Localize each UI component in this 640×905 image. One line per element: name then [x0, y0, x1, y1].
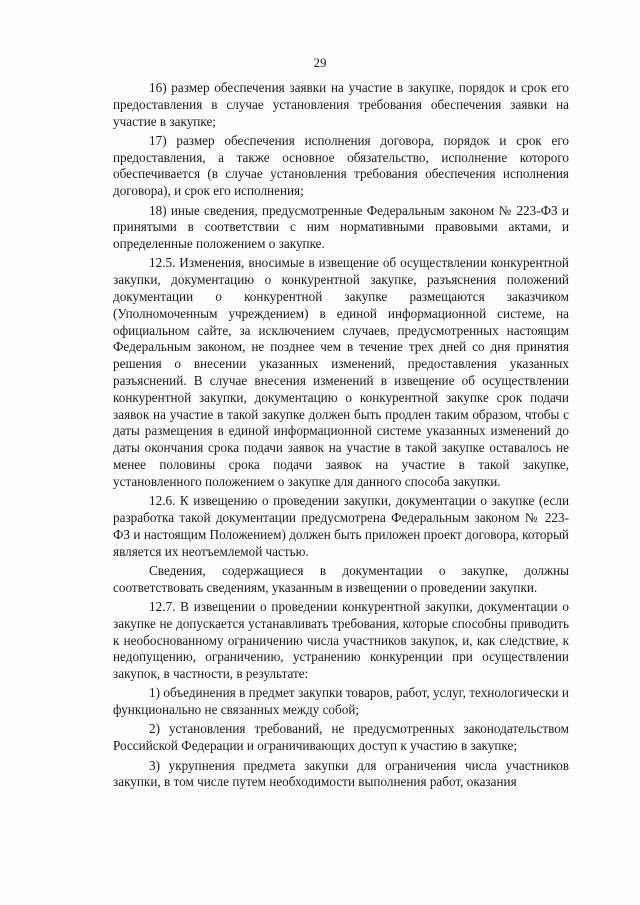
paragraph-item-2: 2) установления требований, не предусмотренных законодательством Российской Федерации и ограничивающих доступ к участию в закупке;	[113, 721, 569, 754]
paragraph-item-17: 17) размер обеспечения исполнения договора, порядок и срок его предоставления, а также основное обязательство, исполнение которого обеспечивается (в случае установления требования обеспечения исполнения договора), и срок его исполнения;	[113, 132, 569, 199]
paragraph-item-16: 16) размер обеспечения заявки на участие в закупке, порядок и срок его предоставления в случае установления требования обеспечения заявки на участие в закупке;	[113, 80, 569, 129]
document-body	[113, 80, 569, 794]
paragraph-item-3: 3) укрупнения предмета закупки для ограничения числа участников закупки, в том числе путем необходимости выполнения работ, оказания	[113, 757, 569, 790]
page-number: 29	[313, 55, 327, 70]
paragraph-section-12-7: 12.7. В извещении о проведении конкурентной закупки, документации о закупке не допускается устанавливать требования, которые способны приводить к необоснованному ограничению числа участников закупок, и, как следствие, к недопущению, ограничению, устранению конкуренции при осуществлении закупок, в частности, в результате:	[113, 598, 569, 682]
paragraph-section-12-5: 12.5. Изменения, вносимые в извещение об осуществлении конкурентной закупки, документацию о конкурентной закупке, разъяснения положений документации о конкурентной закупке размещаются заказчиком (Уполномоченным учреждением) в единой информационной системе, на официальном сайте, за исключением случаев, предусмотренных настоящим Федеральным законом, не позднее чем в течение трех дней со дня принятия решения о внесении указанных изменений, предоставления указанных разъяснений. В случае внесения изменений в извещение об осуществлении конкурентной закупки, документацию о конкурентной закупке срок подачи заявок на участие в такой закупке должен быть продлен таким образом, чтобы с даты размещения в единой информационной системе указанных изменений до даты окончания срока подачи заявок на участие в такой закупке оставалось не менее половины срока подачи заявок на участие в такой закупке, установленного положением о закупке для данного способа закупки.	[113, 255, 569, 489]
paragraph-documentation-info: Сведения, содержащиеся в документации о закупке, должны соответствовать сведениям, указанным в извещении о проведении закупки.	[113, 562, 569, 595]
paragraph-item-1: 1) объединения в предмет закупки товаров, работ, услуг, технологически и функционально не связанных между собой;	[113, 685, 569, 718]
paragraph-section-12-6: 12.6. К извещению о проведении закупки, документации о закупке (если разработка такой документации предусмотрена Федеральным законом № 223-ФЗ и настоящим Положением) должен быть приложен проект договора, который является их неотъемлемой частью.	[113, 493, 569, 559]
paragraph-item-18: 18) иные сведения, предусмотренные Федеральным законом № 223-ФЗ и принятыми в соответствии с ним нормативными правовыми актами, и определенные положением о закупке.	[113, 202, 569, 252]
